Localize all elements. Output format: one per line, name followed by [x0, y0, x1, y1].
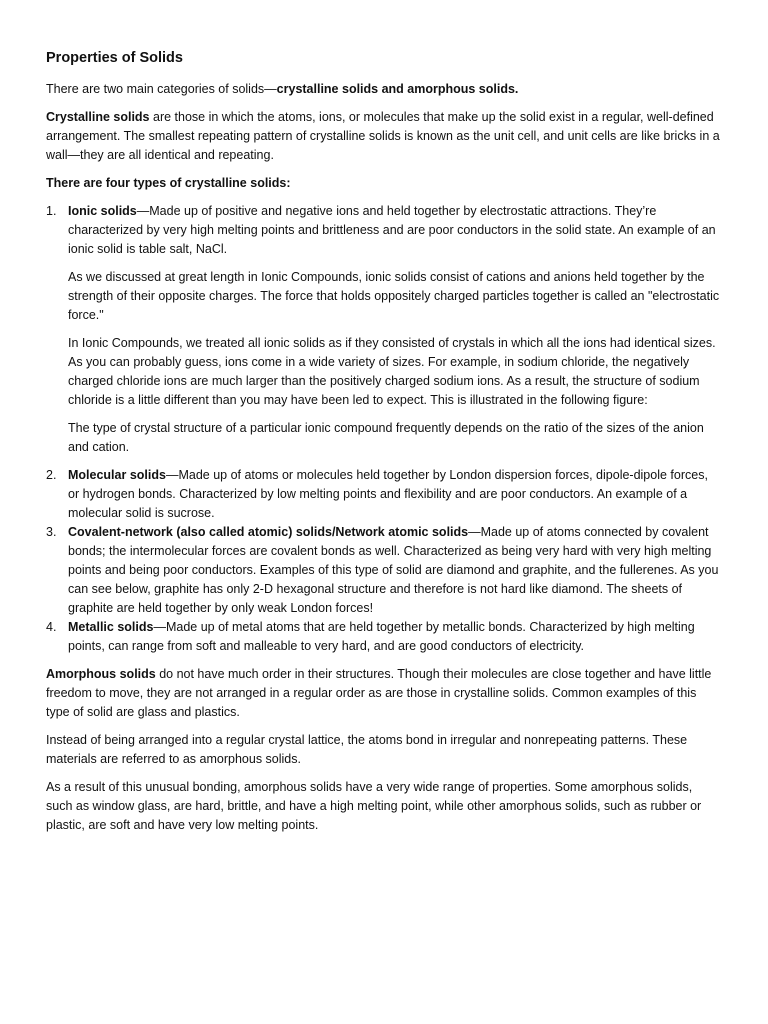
- crystalline-paragraph: [46, 108, 722, 165]
- ionic-sub-paragraph: In Ionic Compounds, we treated all ionic solids as if they consisted of crystals in which all the ions had identical sizes. As you can probably guess, ions come in a wide variety of sizes. For example, in sodium chloride, the negatively charged chloride ions are much larger than the positively charged sodium ions. As a result, the structure of sodium chloride is a little different than you may have been led to expect. This is illustrated in the following figure:: [68, 336, 716, 407]
- amorphous-text: do not have much order in their structures. Though their molecules are close together and have little freedom to move, they are not arranged in a regular order as are those in crystalline solids. Common examples of this type of solid are glass and plastics.: [46, 667, 712, 719]
- crystalline-types-list: [46, 202, 722, 656]
- lattice-paragraph: Instead of being arranged into a regular crystal lattice, the atoms bond in irregular and nonrepeating patterns. These materials are referred to as amorphous solids.: [46, 733, 688, 766]
- four-types-heading: There are four types of crystalline solids:: [46, 176, 291, 190]
- list-number: 2.: [46, 468, 57, 482]
- amorphous-paragraph: [46, 665, 722, 722]
- list-term: Covalent-network (also called atomic) solids/Network atomic solids: [68, 525, 469, 539]
- ionic-sub-paragraph: The type of crystal structure of a particular ionic compound frequently depends on the ratio of the sizes of the anion and cation.: [68, 421, 704, 454]
- result-paragraph: As a result of this unusual bonding, amorphous solids have a very wide range of properties. Some amorphous solids, such as window glass, are hard, brittle, and have a high melting point, while other amorphous solids, such as rubber or plastic, are soft and have very low melting points.: [46, 780, 702, 832]
- list-term: Molecular solids: [68, 468, 166, 482]
- crystalline-text: are those in which the atoms, ions, or molecules that make up the solid exist in a regular, well-defined arrangement. The smallest repeating pattern of crystalline solids is known as the unit cell, and unit cells are like bricks in a wall—they are all identical and repeating.: [46, 110, 720, 162]
- list-item-molecular: [46, 466, 722, 523]
- intro-bold: crystalline solids and amorphous solids.: [276, 82, 519, 96]
- crystalline-term: Crystalline solids: [46, 110, 150, 124]
- list-term: Ionic solids: [68, 204, 137, 218]
- list-text: —Made up of atoms or molecules held together by London dispersion forces, dipole-dipole forces, or hydrogen bonds. Characterized by low melting points and flexibility and are poor conductors. An example of a molecular solid is sucrose.: [68, 468, 708, 520]
- page-title: Properties of Solids: [46, 50, 183, 66]
- amorphous-term: Amorphous solids: [46, 667, 156, 681]
- intro-paragraph: [46, 80, 722, 99]
- list-item-metallic: [46, 618, 722, 656]
- list-text: —Made up of metal atoms that are held together by metallic bonds. Characterized by high melting points, can range from soft and malleable to very hard, and are good conductors of electricity.: [68, 620, 695, 653]
- list-text: —Made up of positive and negative ions and held together by electrostatic attractions. They’re characterized by very high melting points and brittleness and are poor conductors in the solid state. An example of an ionic solid is table salt, NaCl.: [68, 204, 716, 256]
- list-number: 1.: [46, 204, 57, 218]
- intro-text: There are two main categories of solids—: [46, 82, 277, 96]
- list-number: 4.: [46, 620, 57, 634]
- list-term: Metallic solids: [68, 620, 154, 634]
- list-number: 3.: [46, 525, 57, 539]
- document-page: [46, 48, 722, 844]
- list-item-covalent-network: [46, 523, 722, 618]
- list-item-ionic: [46, 202, 722, 457]
- ionic-sub-paragraph: As we discussed at great length in Ionic Compounds, ionic solids consist of cations and anions held together by the strength of their opposite charges. The force that holds oppositely charged particles together is called an "electrostatic force.": [68, 270, 720, 322]
- list-text: —Made up of atoms connected by covalent bonds; the intermolecular forces are covalent bonds as well. Characterized as being very hard with very high melting points and being poor conductors. Examples of this type of solid are diamond and graphite, and the fullerenes. As you can see below, graphite has only 2-D hexagonal structure and therefore is not hard like diamond. The sheets of graphite are held together by only weak London forces!: [68, 525, 719, 615]
